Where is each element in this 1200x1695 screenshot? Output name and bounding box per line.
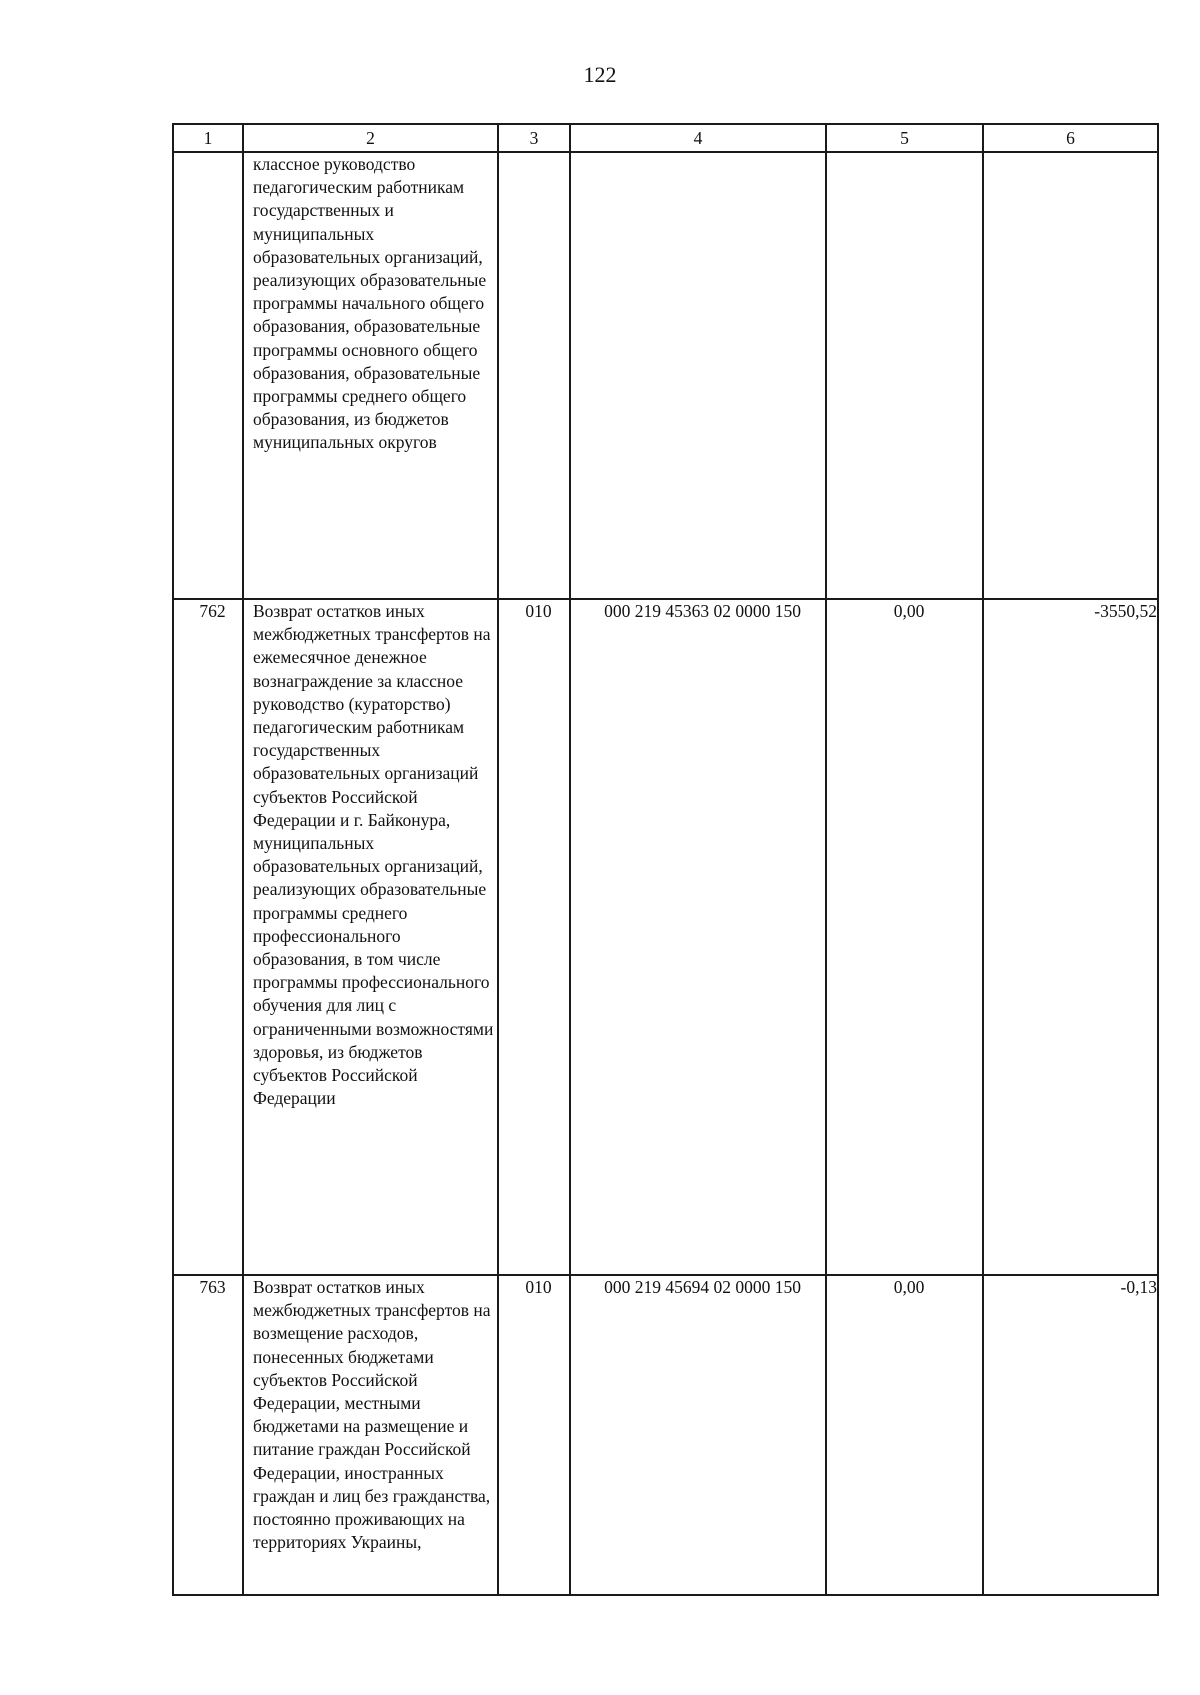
row-account	[570, 152, 826, 599]
row-account: 000 219 45363 02 0000 150	[570, 599, 826, 1275]
column-header-1: 1	[173, 124, 243, 152]
table-header-row	[173, 124, 1158, 152]
row-code	[498, 152, 570, 599]
page-number: 122	[583, 62, 617, 87]
row-account: 000 219 45694 02 0000 150	[570, 1275, 826, 1595]
column-header-5: 5	[826, 124, 983, 152]
row-description	[243, 599, 498, 1275]
row-value-col6: -0,13	[983, 1275, 1158, 1595]
column-header-6: 6	[983, 124, 1158, 152]
column-header-4: 4	[570, 124, 826, 152]
row-number: 762	[173, 599, 243, 1275]
row-value-col5	[826, 152, 983, 599]
row-description	[243, 152, 498, 599]
row-description-text: Возврат остатков иных межбюджетных трансфертов на возмещение расходов, понесенных бюджетами субъектов Российской Федерации, местными бюджетами на размещение и питание граждан Российской Федерации, иностранных граждан и лиц без гражданства, постоянно проживающих на территориях Украины,	[253, 1277, 491, 1553]
row-code: 010	[498, 1275, 570, 1595]
row-description-text: классное руководство педагогическим работникам государственных и муниципальных образовательных организаций, реализующих образовательные программы начального общего образования, образовательные программы основного общего образования, образовательные программы среднего общего образования, из бюджетов муниципальных округов	[253, 154, 487, 453]
row-description-text: Возврат остатков иных межбюджетных трансфертов на ежемесячное денежное вознаграждение за классное руководство (кураторство) педагогическим работникам государственных образовательных организаций субъектов Российской Федерации и г. Байконура, муниципальных образовательных организаций, реализующих образовательные программы среднего профессионального образования, в том числе программы профессионального обучения для лиц с ограниченными возможностями здоровья, из бюджетов субъектов Российской Федерации	[253, 601, 494, 1109]
column-header-3: 3	[498, 124, 570, 152]
row-number: 763	[173, 1275, 243, 1595]
row-value-col6: -3550,52	[983, 599, 1158, 1275]
table-row	[173, 599, 1158, 1275]
row-value-col5: 0,00	[826, 599, 983, 1275]
table-row	[173, 1275, 1158, 1595]
column-header-2: 2	[243, 124, 498, 152]
row-value-col6	[983, 152, 1158, 599]
row-code: 010	[498, 599, 570, 1275]
row-value-col5: 0,00	[826, 1275, 983, 1595]
row-number	[173, 152, 243, 599]
row-description	[243, 1275, 498, 1595]
budget-table	[172, 123, 1159, 1596]
table-row	[173, 152, 1158, 599]
